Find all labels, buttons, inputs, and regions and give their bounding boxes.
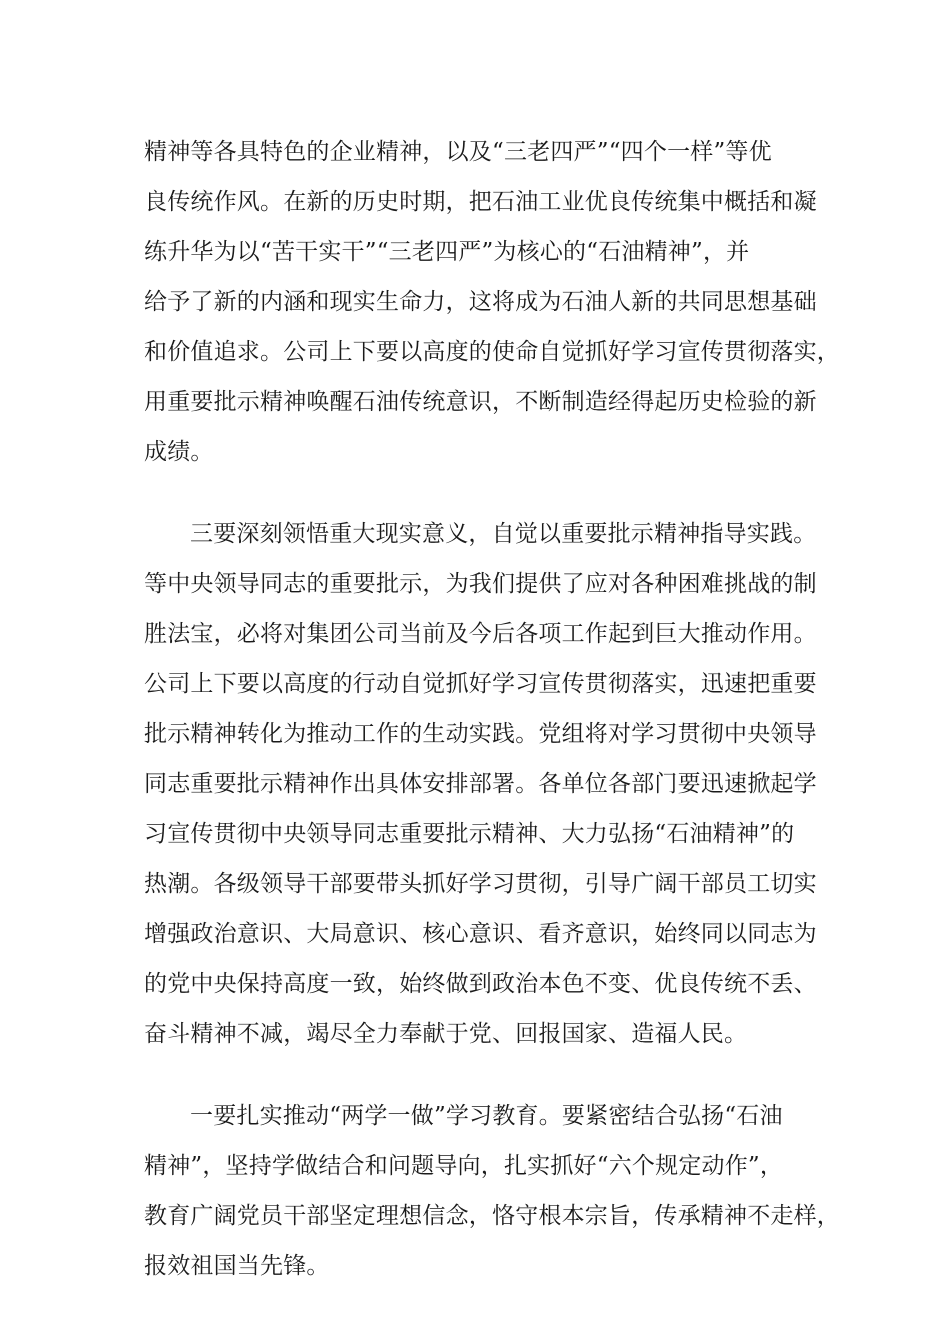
text-line: 练升华为以“苦干实干”“三老四严”为核心的“石油精神”，并 — [144, 239, 750, 265]
text-line: 增强政治意识、大局意识、核心意识、看齐意识，始终同以同志为 — [144, 921, 817, 947]
body-text — [144, 127, 840, 1291]
text-line: 精神”，坚持学做结合和问题导向，扎实抓好“六个规定动作”， — [144, 1153, 784, 1179]
text-line: 报效祖国当先锋。 — [144, 1253, 330, 1279]
text-line: 习宣传贯彻中央领导同志重要批示精神、大力弘扬“石油精神”的 — [144, 821, 795, 847]
text-line: 等中央领导同志的重要批示，为我们提供了应对各种困难挑战的制 — [144, 571, 817, 597]
text-line: 的党中央保持高度一致，始终做到政治本色不变、优良传统不丢、 — [144, 971, 817, 997]
text-line: 用重要批示精神唤醒石油传统意识，不断制造经得起历史检验的新 — [144, 389, 817, 415]
paragraph-spacer — [144, 477, 824, 509]
paragraph-spacer — [144, 1059, 824, 1091]
text-line: 教育广阔党员干部坚定理想信念，恪守根本宗旨，传承精神不走样， — [144, 1203, 840, 1229]
text-line: 公司上下要以高度的行动自觉抓好学习宣传贯彻落实，迅速把重要 — [144, 671, 817, 697]
text-line: 良传统作风。在新的历史时期，把石油工业优良传统集中概括和凝 — [144, 189, 817, 215]
text-line: 三要深刻领悟重大现实意义，自觉以重要批示精神指导实践。 — [190, 521, 817, 547]
text-line: 精神等各具特色的企业精神，以及“三老四严”“四个一样”等优 — [144, 139, 772, 165]
text-line: 和价值追求。公司上下要以高度的使命自觉抓好学习宣传贯彻落实， — [144, 339, 840, 365]
text-line: 热潮。各级领导干部要带头抓好学习贯彻，引导广阔干部员工切实 — [144, 871, 817, 897]
paragraph-2 — [144, 509, 824, 1059]
paragraph-1 — [144, 127, 840, 477]
text-line: 奋斗精神不减，竭尽全力奉献于党、回报国家、造福人民。 — [144, 1021, 748, 1047]
text-line: 胜法宝，必将对集团公司当前及今后各项工作起到巨大推动作用。 — [144, 621, 817, 647]
text-line: 成绩。 — [144, 439, 214, 465]
text-line: 批示精神转化为推动工作的生动实践。党组将对学习贯彻中央领导 — [144, 721, 817, 747]
paragraph-3 — [144, 1091, 840, 1291]
text-line: 给予了新的内涵和现实生命力，这将成为石油人新的共同思想基础 — [144, 289, 817, 315]
text-line: 同志重要批示精神作出具体安排部署。各单位各部门要迅速掀起学 — [144, 771, 817, 797]
text-line: 一要扎实推动“两学一做”学习教育。要紧密结合弘扬“石油 — [190, 1103, 783, 1129]
